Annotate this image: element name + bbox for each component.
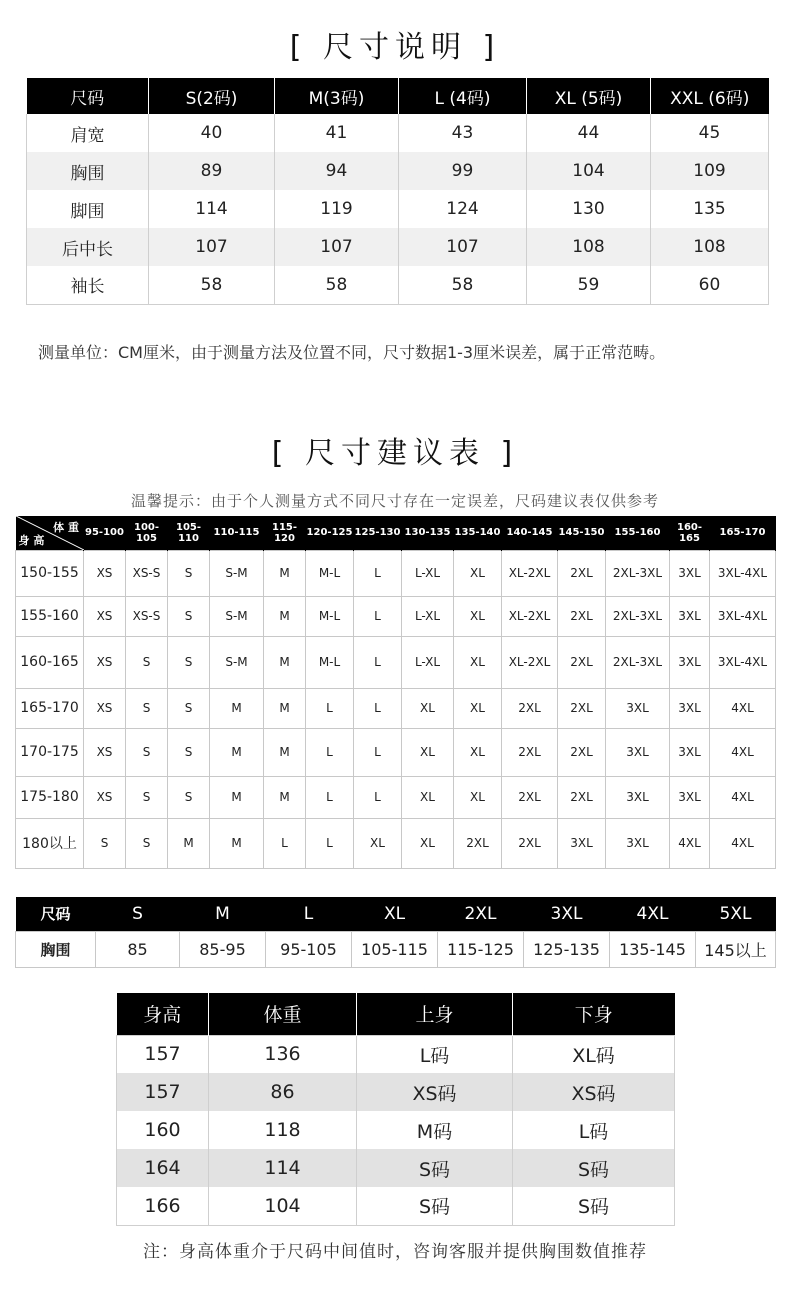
recommended-size-cell: 3XL bbox=[670, 688, 710, 728]
sample-fit-table bbox=[116, 993, 675, 1226]
recommended-size-cell: 3XL bbox=[606, 728, 670, 776]
recommended-size-cell: 3XL bbox=[670, 728, 710, 776]
sample-cell: XL码 bbox=[572, 1044, 615, 1067]
size-header-cell: XL (5码) bbox=[527, 78, 651, 114]
weight-range-header: 105-110 bbox=[168, 516, 210, 550]
chest-size-header-row bbox=[16, 897, 776, 931]
recommended-size-cell: L bbox=[354, 636, 402, 688]
height-range-label: 150-155 bbox=[16, 550, 84, 596]
fit-advice-note: 注：身高体重介于尺码中间值时，咨询客服并提供胸围数值推荐 bbox=[143, 1242, 647, 1262]
recommended-size-cell: XS bbox=[84, 550, 126, 596]
recommended-size-cell: L bbox=[354, 688, 402, 728]
measurement-value: 108 bbox=[527, 228, 651, 266]
chest-size-table bbox=[15, 897, 776, 968]
weight-range-header: 95-100 bbox=[84, 516, 126, 550]
measurement-value: 59 bbox=[527, 266, 651, 304]
recommended-size-cell: XL bbox=[354, 818, 402, 868]
size-description-header-row bbox=[27, 78, 769, 114]
recommended-size-cell: M-L bbox=[306, 636, 354, 688]
chest-range-cell: 85 bbox=[96, 931, 180, 967]
recommended-size-cell: 4XL bbox=[710, 818, 776, 868]
recommended-size-cell: S bbox=[168, 550, 210, 596]
sample-header-cell: 上身 bbox=[357, 993, 513, 1035]
measurement-value: 45 bbox=[698, 123, 721, 143]
recommended-size-cell: S bbox=[126, 818, 168, 868]
size-description-table bbox=[26, 78, 769, 305]
sample-cell: 86 bbox=[209, 1073, 357, 1111]
recommended-size-cell: 4XL bbox=[670, 818, 710, 868]
recommended-size-cell: S-M bbox=[210, 596, 264, 636]
size-header-cell: 4XL bbox=[610, 897, 696, 931]
table-row bbox=[27, 190, 769, 228]
sample-cell: S码 bbox=[577, 1196, 610, 1219]
recommended-size-cell: 3XL-4XL bbox=[710, 596, 776, 636]
sample-header-cell: 体重 bbox=[209, 993, 357, 1035]
recommended-size-cell: M bbox=[264, 596, 306, 636]
measurement-value: 40 bbox=[149, 114, 275, 152]
measurement-value: 107 bbox=[149, 228, 275, 266]
table-row bbox=[117, 1073, 675, 1111]
recommended-size-cell: L-XL bbox=[402, 550, 454, 596]
recommended-size-cell: XL-2XL bbox=[502, 596, 558, 636]
measurement-note: 测量单位：CM厘米，由于测量方法及位置不同，尺寸数据1-3厘米误差，属于正常范畴。 bbox=[38, 343, 666, 362]
sample-cell: S码 bbox=[357, 1149, 513, 1187]
corner-weight-label: 体 重 bbox=[53, 521, 79, 534]
sample-cell: 114 bbox=[209, 1149, 357, 1187]
size-header-cell: M(3码) bbox=[275, 78, 399, 114]
recommended-size-cell: M bbox=[210, 776, 264, 818]
chest-range-cell: 105-115 bbox=[352, 931, 438, 967]
recommended-size-cell: 3XL-4XL bbox=[710, 550, 776, 596]
recommended-size-cell: XL bbox=[402, 776, 454, 818]
recommended-size-cell: 2XL bbox=[558, 596, 606, 636]
measurement-value: 94 bbox=[275, 152, 399, 190]
measurement-value: 99 bbox=[399, 152, 527, 190]
size-header-cell: M bbox=[180, 897, 266, 931]
measurement-value: 119 bbox=[275, 190, 399, 228]
recommended-size-cell: S bbox=[168, 596, 210, 636]
measurement-value: 58 bbox=[399, 266, 527, 304]
sample-cell: 164 bbox=[117, 1149, 209, 1187]
measurement-value: 107 bbox=[275, 228, 399, 266]
measurement-value: 109 bbox=[651, 152, 769, 190]
recommended-size-cell: XL bbox=[454, 776, 502, 818]
table-row bbox=[27, 228, 769, 266]
recommended-size-cell: 2XL bbox=[502, 776, 558, 818]
height-range-label: 170-175 bbox=[16, 728, 84, 776]
table-row bbox=[117, 1035, 675, 1073]
recommended-size-cell: L-XL bbox=[402, 636, 454, 688]
recommended-size-cell: 4XL bbox=[710, 776, 776, 818]
sample-cell: 160 bbox=[117, 1111, 209, 1149]
sample-cell: XS码 bbox=[357, 1073, 513, 1111]
weight-range-header: 155-160 bbox=[606, 516, 670, 550]
weight-range-header: 130-135 bbox=[402, 516, 454, 550]
weight-range-header: 135-140 bbox=[454, 516, 502, 550]
recommended-size-cell: M-L bbox=[306, 596, 354, 636]
table-row bbox=[16, 818, 776, 868]
weight-range-header: 140-145 bbox=[502, 516, 558, 550]
measurement-value: 58 bbox=[149, 266, 275, 304]
measurement-value: 107 bbox=[399, 228, 527, 266]
table-row bbox=[27, 266, 769, 304]
measurement-value: 114 bbox=[149, 190, 275, 228]
chest-range-cell: 125-135 bbox=[524, 931, 610, 967]
sample-cell: S码 bbox=[357, 1187, 513, 1225]
measurement-value: 104 bbox=[527, 152, 651, 190]
measurement-label: 肩宽 bbox=[27, 114, 149, 152]
table-row bbox=[27, 114, 769, 152]
sample-cell: S码 bbox=[513, 1149, 675, 1187]
sample-header-cell: 身高 bbox=[117, 993, 209, 1035]
recommended-size-cell: XL bbox=[454, 728, 502, 776]
recommended-size-cell: XL-2XL bbox=[502, 636, 558, 688]
chest-range-cell: 135-145 bbox=[610, 931, 696, 967]
recommended-size-cell: 2XL-3XL bbox=[606, 636, 670, 688]
table-row bbox=[16, 688, 776, 728]
recommended-size-cell: 2XL bbox=[454, 818, 502, 868]
recommended-size-cell: XS bbox=[84, 728, 126, 776]
table-corner-header bbox=[16, 516, 84, 550]
measurement-value: 130 bbox=[527, 190, 651, 228]
recommended-size-cell: L bbox=[354, 728, 402, 776]
recommended-size-cell: M bbox=[264, 550, 306, 596]
chest-range-cell: 85-95 bbox=[180, 931, 266, 967]
recommended-size-cell: 2XL bbox=[558, 636, 606, 688]
recommended-size-cell: XL bbox=[454, 596, 502, 636]
size-header-cell: S(2码) bbox=[149, 78, 275, 114]
recommended-size-cell: S bbox=[84, 818, 126, 868]
measurement-label: 脚围 bbox=[27, 190, 149, 228]
recommended-size-cell: S bbox=[126, 636, 168, 688]
measurement-value: 89 bbox=[149, 152, 275, 190]
weight-range-header: 110-115 bbox=[210, 516, 264, 550]
recommended-size-cell: L-XL bbox=[402, 596, 454, 636]
height-range-label: 155-160 bbox=[16, 596, 84, 636]
recommended-size-cell: 2XL-3XL bbox=[606, 550, 670, 596]
recommended-size-cell: M bbox=[264, 636, 306, 688]
sample-cell: L码 bbox=[357, 1035, 513, 1073]
weight-header-row bbox=[16, 516, 776, 550]
sample-cell: 166 bbox=[117, 1187, 209, 1225]
recommended-size-cell: S bbox=[168, 776, 210, 818]
measurement-value: 41 bbox=[275, 114, 399, 152]
recommended-size-cell: 3XL bbox=[558, 818, 606, 868]
weight-range-header: 125-130 bbox=[354, 516, 402, 550]
recommended-size-cell: 2XL bbox=[558, 550, 606, 596]
weight-range-header: 120-125 bbox=[306, 516, 354, 550]
recommended-size-cell: 3XL bbox=[670, 776, 710, 818]
recommended-size-cell: XS-S bbox=[126, 596, 168, 636]
recommended-size-cell: 2XL bbox=[502, 688, 558, 728]
recommended-size-cell: L bbox=[354, 596, 402, 636]
size-recommendation-table bbox=[15, 516, 776, 869]
measurement-value: 124 bbox=[399, 190, 527, 228]
table-row bbox=[117, 1149, 675, 1187]
size-header-cell: L (4码) bbox=[399, 78, 527, 114]
sample-cell: 136 bbox=[209, 1035, 357, 1073]
recommended-size-cell: S-M bbox=[210, 550, 264, 596]
height-range-label: 160-165 bbox=[16, 636, 84, 688]
recommended-size-cell: 2XL bbox=[558, 688, 606, 728]
measurement-value: 58 bbox=[275, 266, 399, 304]
measurement-value: 43 bbox=[399, 114, 527, 152]
sample-header-cell: 下身 bbox=[513, 993, 675, 1035]
recommendation-tip: 温馨提示：由于个人测量方式不同尺寸存在一定误差，尺码建议表仅供参考 bbox=[130, 492, 659, 510]
recommended-size-cell: 3XL bbox=[606, 818, 670, 868]
size-column-header: 尺码 bbox=[27, 78, 149, 114]
recommended-size-cell: XS bbox=[84, 596, 126, 636]
chest-range-cell: 95-105 bbox=[266, 931, 352, 967]
recommended-size-cell: 3XL bbox=[670, 636, 710, 688]
table-row bbox=[27, 152, 769, 190]
size-header-cell: S bbox=[96, 897, 180, 931]
recommended-size-cell: S bbox=[168, 636, 210, 688]
size-header-cell: 5XL bbox=[696, 897, 776, 931]
measurement-value: 108 bbox=[651, 228, 769, 266]
recommended-size-cell: M bbox=[210, 688, 264, 728]
height-range-label: 165-170 bbox=[16, 688, 84, 728]
recommended-size-cell: M-L bbox=[306, 550, 354, 596]
recommended-size-cell: XL bbox=[454, 550, 502, 596]
recommended-size-cell: M bbox=[264, 776, 306, 818]
sample-cell: XS码 bbox=[513, 1073, 675, 1111]
recommended-size-cell: M bbox=[264, 688, 306, 728]
measurement-value: 135 bbox=[693, 199, 726, 219]
measurement-label: 胸围 bbox=[27, 152, 149, 190]
sample-fit-header-row bbox=[117, 993, 675, 1035]
size-header-cell: XXL (6码) bbox=[651, 78, 769, 114]
recommended-size-cell: XS bbox=[84, 776, 126, 818]
weight-range-header: 160-165 bbox=[670, 516, 710, 550]
recommended-size-cell: 2XL bbox=[558, 728, 606, 776]
weight-range-header: 100-105 bbox=[126, 516, 168, 550]
recommended-size-cell: 2XL bbox=[502, 818, 558, 868]
size-header-cell: L bbox=[266, 897, 352, 931]
table-row bbox=[117, 1111, 675, 1149]
chest-size-row bbox=[16, 931, 776, 967]
sample-cell: 157 bbox=[117, 1073, 209, 1111]
weight-range-header: 165-170 bbox=[710, 516, 776, 550]
recommended-size-cell: L bbox=[354, 776, 402, 818]
table-row bbox=[16, 550, 776, 596]
recommended-size-cell: M bbox=[210, 728, 264, 776]
table-row bbox=[117, 1187, 675, 1225]
size-header-cell: 3XL bbox=[524, 897, 610, 931]
chest-label: 胸围 bbox=[16, 931, 96, 967]
recommended-size-cell: XL bbox=[454, 636, 502, 688]
recommended-size-cell: L bbox=[264, 818, 306, 868]
recommended-size-cell: XL bbox=[402, 688, 454, 728]
sample-cell: 157 bbox=[117, 1035, 209, 1073]
recommended-size-cell: 4XL bbox=[710, 688, 776, 728]
recommended-size-cell: 4XL bbox=[710, 728, 776, 776]
sample-cell: 104 bbox=[209, 1187, 357, 1225]
measurement-label: 袖长 bbox=[27, 266, 149, 304]
sample-cell: L码 bbox=[578, 1120, 609, 1143]
table-row bbox=[16, 596, 776, 636]
corner-height-label: 身 高 bbox=[18, 533, 45, 547]
height-range-label: 180以上 bbox=[16, 818, 84, 868]
weight-range-header: 145-150 bbox=[558, 516, 606, 550]
weight-range-header: 115-120 bbox=[264, 516, 306, 550]
recommended-size-cell: XL bbox=[402, 818, 454, 868]
recommended-size-cell: S bbox=[126, 776, 168, 818]
recommended-size-cell: XS bbox=[84, 688, 126, 728]
recommended-size-cell: 2XL-3XL bbox=[606, 596, 670, 636]
recommended-size-cell: 3XL-4XL bbox=[710, 636, 776, 688]
recommended-size-cell: 3XL bbox=[670, 596, 710, 636]
recommended-size-cell: L bbox=[306, 776, 354, 818]
sample-cell: M码 bbox=[357, 1111, 513, 1149]
measurement-value: 44 bbox=[527, 114, 651, 152]
recommended-size-cell: 3XL bbox=[670, 550, 710, 596]
recommended-size-cell: S bbox=[126, 728, 168, 776]
recommended-size-cell: XS bbox=[84, 636, 126, 688]
recommended-size-cell: M bbox=[264, 728, 306, 776]
recommended-size-cell: 2XL bbox=[502, 728, 558, 776]
size-description-title: [ 尺寸说明 ] bbox=[289, 30, 501, 65]
recommended-size-cell: L bbox=[306, 818, 354, 868]
recommended-size-cell: XL bbox=[454, 688, 502, 728]
recommended-size-cell: XL-2XL bbox=[502, 550, 558, 596]
recommended-size-cell: S bbox=[168, 688, 210, 728]
recommended-size-cell: XS-S bbox=[126, 550, 168, 596]
size-header-cell: XL bbox=[352, 897, 438, 931]
recommended-size-cell: L bbox=[306, 728, 354, 776]
chest-range-cell: 115-125 bbox=[438, 931, 524, 967]
recommended-size-cell: XL bbox=[402, 728, 454, 776]
recommended-size-cell: M bbox=[168, 818, 210, 868]
sample-cell: 118 bbox=[209, 1111, 357, 1149]
size-column-header: 尺码 bbox=[16, 897, 96, 931]
size-recommendation-title: [ 尺寸建议表 ] bbox=[271, 436, 519, 471]
recommended-size-cell: 2XL bbox=[558, 776, 606, 818]
table-row bbox=[16, 776, 776, 818]
recommended-size-cell: S bbox=[168, 728, 210, 776]
measurement-label: 后中长 bbox=[27, 228, 149, 266]
recommended-size-cell: 3XL bbox=[606, 776, 670, 818]
recommended-size-cell: S-M bbox=[210, 636, 264, 688]
measurement-value: 60 bbox=[698, 274, 721, 295]
recommended-size-cell: L bbox=[306, 688, 354, 728]
chest-range-cell: 145以上 bbox=[696, 931, 776, 967]
recommended-size-cell: M bbox=[210, 818, 264, 868]
recommended-size-cell: 3XL bbox=[606, 688, 670, 728]
table-row bbox=[16, 728, 776, 776]
recommended-size-cell: S bbox=[126, 688, 168, 728]
recommended-size-cell: L bbox=[354, 550, 402, 596]
size-header-cell: 2XL bbox=[438, 897, 524, 931]
height-range-label: 175-180 bbox=[16, 776, 84, 818]
table-row bbox=[16, 636, 776, 688]
